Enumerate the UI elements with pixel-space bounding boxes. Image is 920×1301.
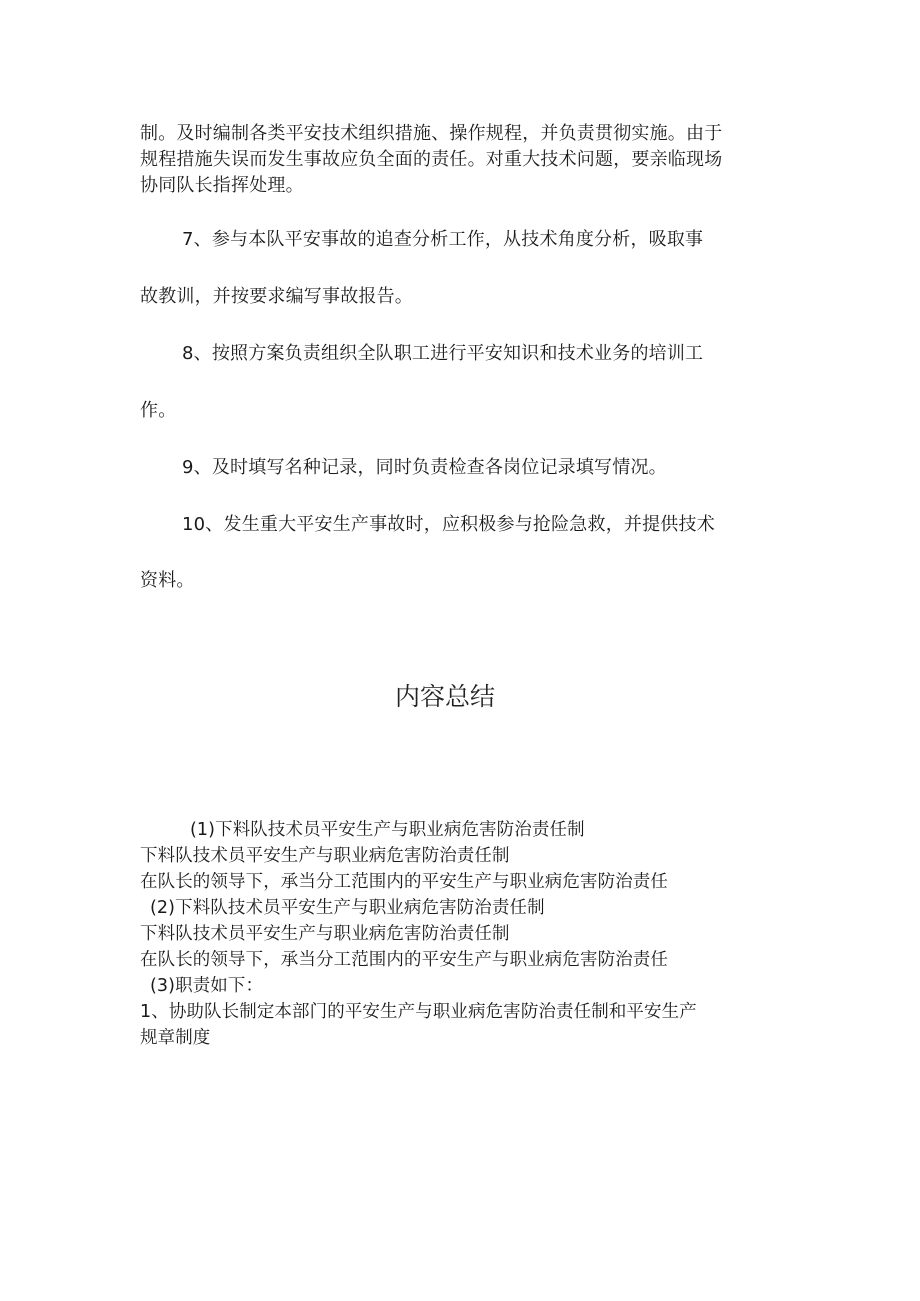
- summary-line-3: 在队长的领导下，承当分工范围内的平安生产与职业病危害防治责任: [140, 872, 668, 892]
- item-7-line-1: 7、参与本队平安事故的追查分析工作，从技术角度分析，吸取事: [182, 229, 704, 250]
- summary-line-1: (1)下料队技术员平安生产与职业病危害防治责任制: [190, 820, 585, 840]
- item-10-line-2: 资料。: [140, 570, 195, 591]
- summary-line-5: 下料队技术员平安生产与职业病危害防治责任制: [140, 924, 510, 944]
- item-8-line-1: 8、按照方案负责组织全队职工进行平安知识和技术业务的培训工: [182, 343, 704, 364]
- summary-line-7: (3)职责如下：: [150, 976, 264, 996]
- summary-line-6: 在队长的领导下，承当分工范围内的平安生产与职业病危害防治责任: [140, 950, 668, 970]
- item-7-line-2: 故教训，并按要求编写事故报告。: [140, 286, 413, 307]
- summary-title: 内容总结: [394, 682, 495, 711]
- intro-line-3: 协同队长指挥处理。: [140, 175, 304, 196]
- item-8-line-2: 作。: [140, 400, 177, 421]
- intro-line-1: 制。及时编制各类平安技术组织措施、操作规程，并负责贯彻实施。由于: [140, 123, 723, 144]
- summary-line-2: 下料队技术员平安生产与职业病危害防治责任制: [140, 846, 510, 866]
- summary-line-8: 1、协助队长制定本部门的平安生产与职业病危害防治责任制和平安生产: [140, 1002, 697, 1022]
- item-9-line-1: 9、及时填写名种记录，同时负责检查各岗位记录填写情况。: [182, 457, 667, 478]
- item-10-line-1: 10、发生重大平安生产事故时，应积极参与抢险急救，并提供技术: [182, 514, 715, 535]
- summary-line-4: (2)下料队技术员平安生产与职业病危害防治责任制: [150, 898, 545, 918]
- intro-line-2: 规程措施失误而发生事故应负全面的责任。对重大技术问题，要亲临现场: [140, 149, 723, 170]
- summary-line-9: 规章制度: [140, 1028, 211, 1048]
